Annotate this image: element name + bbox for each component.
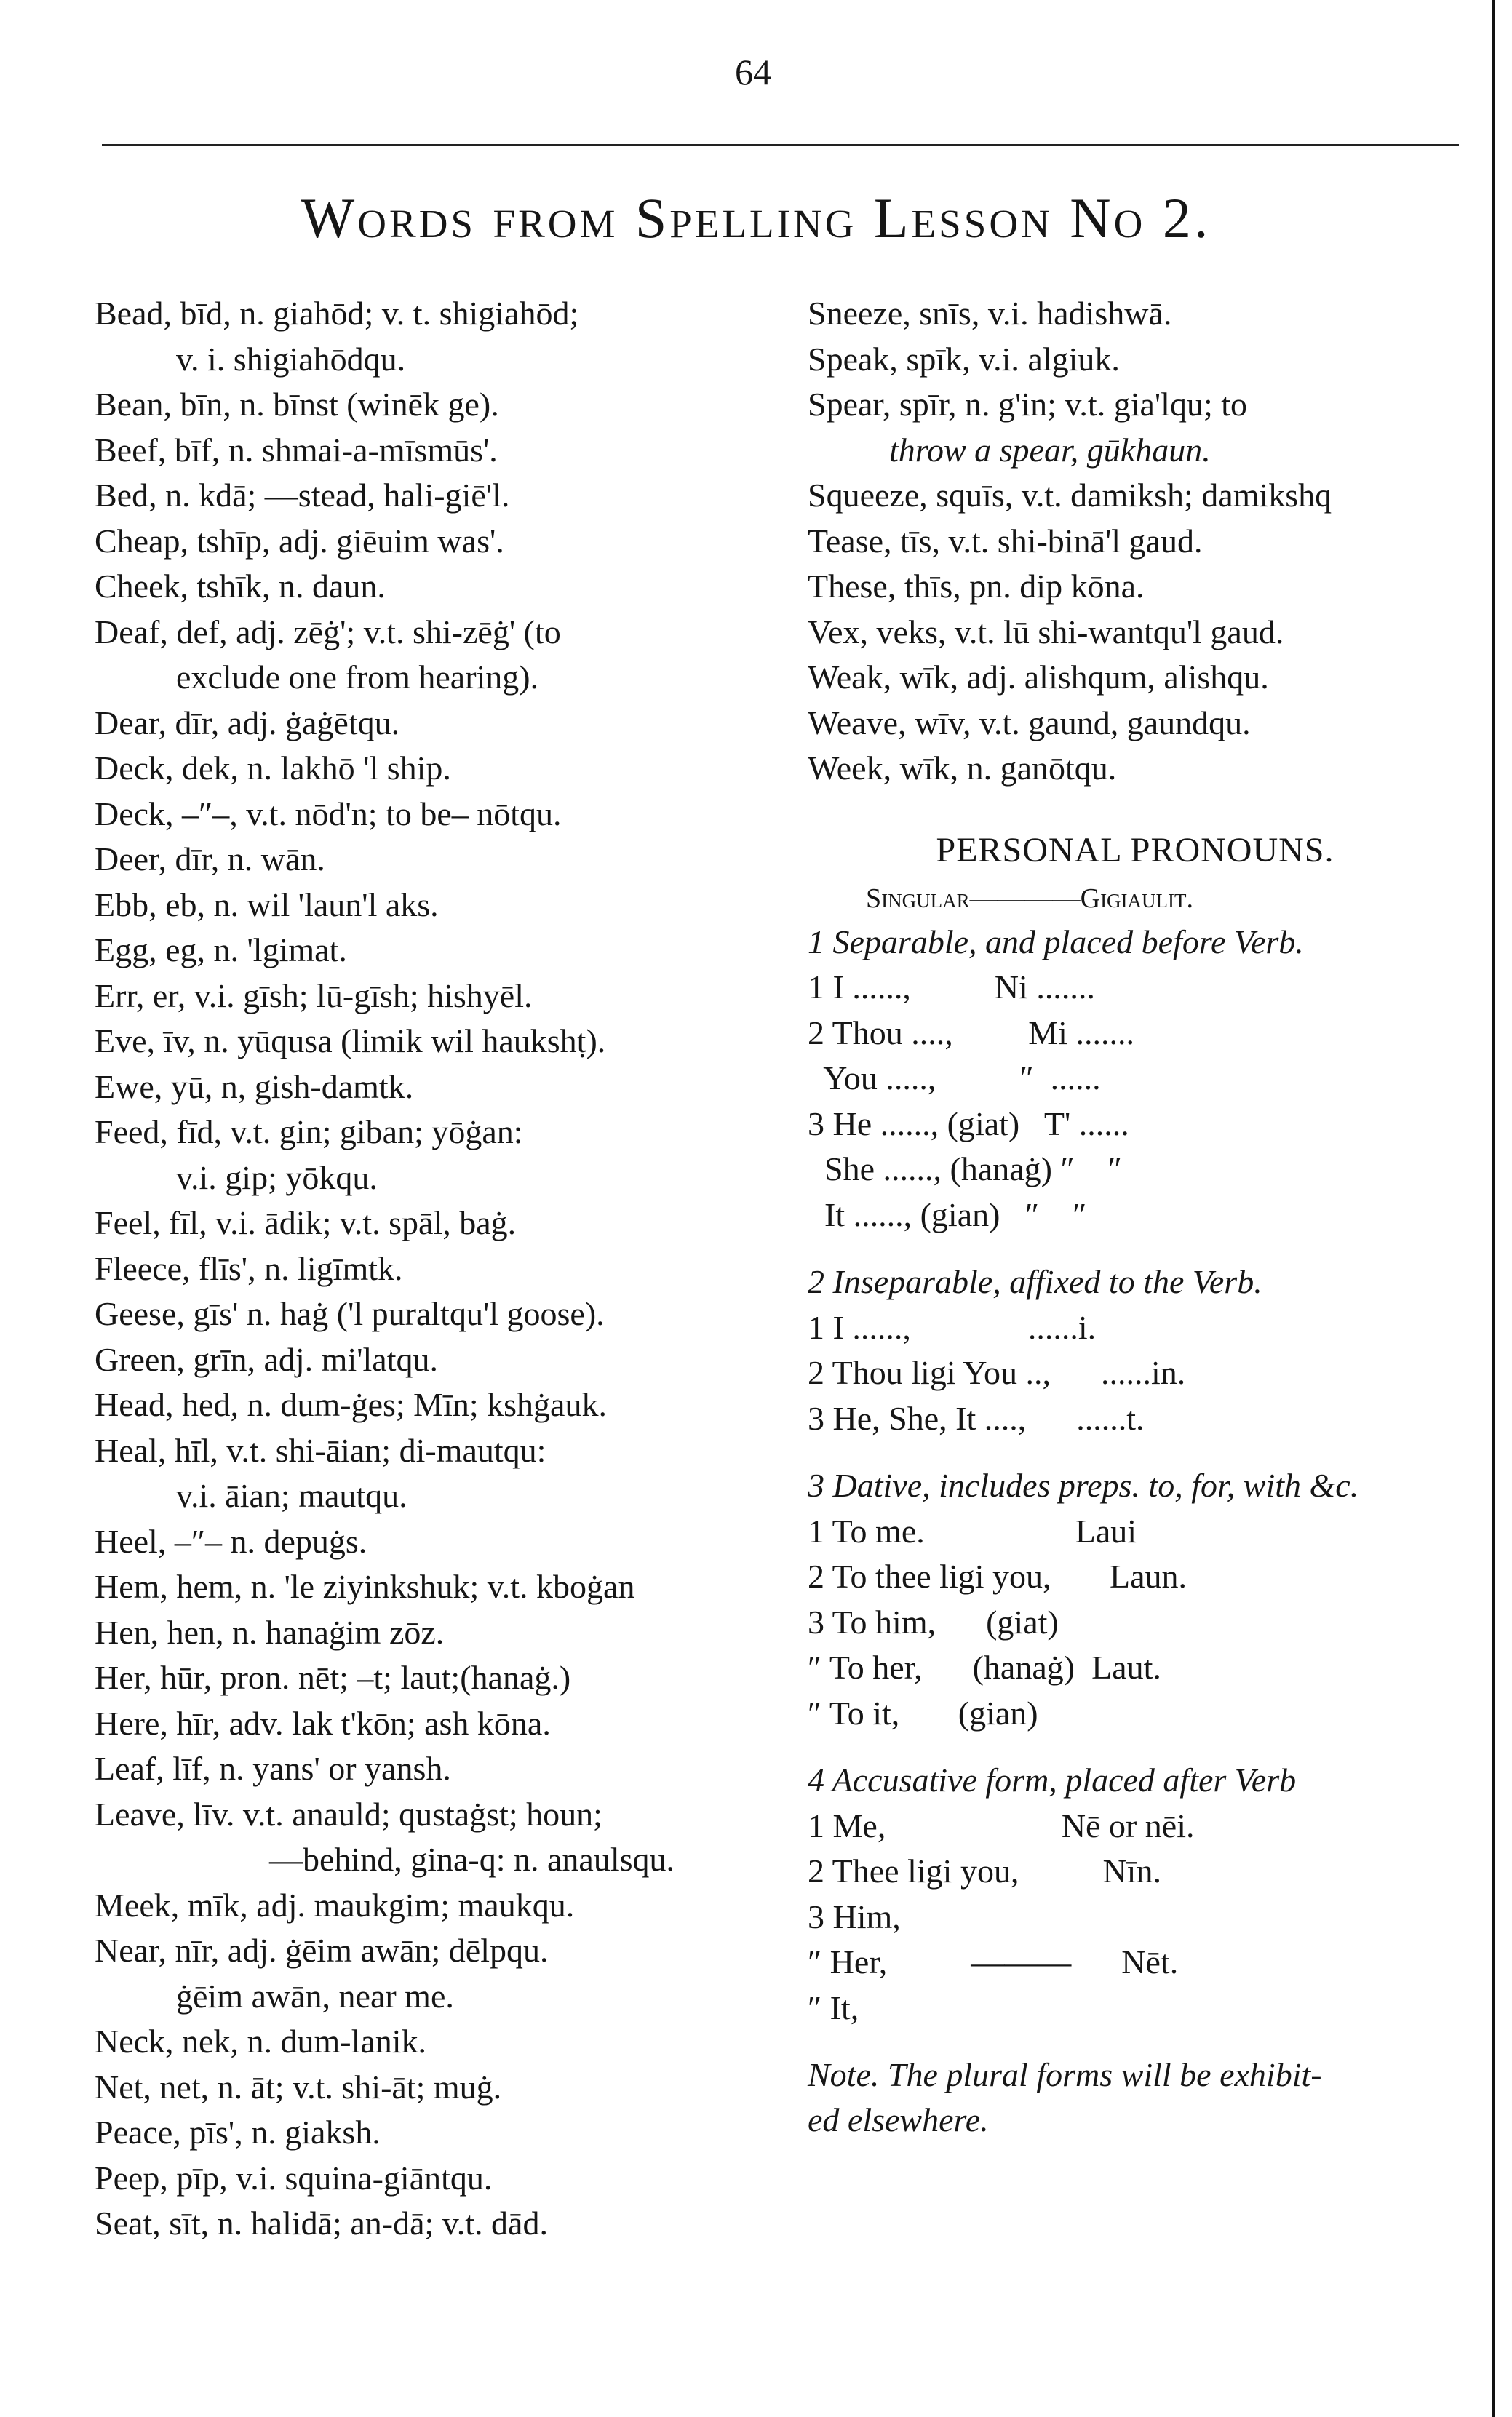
pronoun-row: ″ To her, (hanaġ) Laut. — [808, 1649, 1161, 1686]
pronoun-row: 2 To thee ligi you, Laun. — [808, 1558, 1187, 1595]
entry: Beef, bīf, n. shmai-a-mīsmūs'. — [95, 431, 498, 469]
pronoun-row: 3 Him, — [808, 1898, 901, 1935]
entry: Feel, fīl, v.i. ādik; v.t. spāl, baġ. — [95, 1204, 517, 1241]
left-column — [95, 291, 775, 2247]
section-heading: PERSONAL PRONOUNS. — [936, 830, 1334, 869]
entry: Week, wīk, n. ganōtqu. — [808, 749, 1117, 787]
entry: Hem, hem, n. 'le ziyinkshuk; v.t. kboġan — [95, 1568, 635, 1605]
entry-continuation: exclude one from hearing). — [176, 658, 539, 696]
page-title: Words from Spelling Lesson No 2. — [301, 186, 1211, 250]
entry: Fleece, flīs', n. ligīmtk. — [95, 1249, 403, 1287]
entry: Feed, fīd, v.t. gin; giban; yōġan: — [95, 1113, 523, 1150]
entry: Leaf, līf, n. yans' or yansh. — [95, 1750, 451, 1787]
sub-heading: Singular————Gigiaulit. — [866, 883, 1194, 914]
entry: Peace, pīs', n. giaksh. — [95, 2114, 381, 2151]
entry: Seat, sīt, n. halidā; an-dā; v.t. dād. — [95, 2205, 548, 2242]
pronoun-row: 2 Thee ligi you, Nīn. — [808, 1852, 1161, 1890]
entry-continuation: ġēim awān, near me. — [176, 1977, 454, 2015]
entry: Deck, –″–, v.t. nōd'n; to be– nōtqu. — [95, 795, 562, 832]
entry: Bead, bīd, n. giahōd; v. t. shigiahōd; — [95, 295, 579, 332]
entry-continuation: —behind, gina-q: n. anaulsqu. — [269, 1841, 675, 1878]
entry: Meek, mīk, adj. maukgim; maukqu. — [95, 1886, 575, 1924]
pronoun-row: ″ It, — [808, 1988, 859, 2026]
entry: Head, hed, n. dum-ġes; Mīn; kshġauk. — [95, 1386, 607, 1423]
section-title: 3 Dative, includes preps. to, for, with &c. — [808, 1467, 1359, 1504]
note: Note. The plural forms will be exhibit- — [808, 2056, 1322, 2093]
entry-continuation: v. i. shigiahōdqu. — [176, 340, 406, 378]
entry: Dear, dīr, adj. ġaġētqu. — [95, 704, 400, 741]
section-title: 2 Inseparable, affixed to the Verb. — [808, 1263, 1262, 1300]
pronoun-row: You ....., ″ ...... — [808, 1059, 1101, 1096]
entry: Net, net, n. āt; v.t. shi-āt; muġ. — [95, 2068, 502, 2106]
header-rule — [102, 144, 1459, 146]
entry: Heal, hīl, v.t. shi-āian; di-mautqu: — [95, 1431, 546, 1469]
entry: Tease, tīs, v.t. shi-binā'l gaud. — [808, 522, 1203, 560]
entry: Weave, wīv, v.t. gaund, gaundqu. — [808, 704, 1251, 741]
pronoun-row: 1 To me. Laui — [808, 1512, 1137, 1550]
entry: Ewe, yū, n, gish-damtk. — [95, 1067, 414, 1105]
page-edge-line — [1492, 0, 1495, 2417]
entry: Egg, eg, n. 'lgimat. — [95, 931, 347, 968]
pronoun-row: She ......, (hanaġ) ″ ″ — [808, 1150, 1122, 1187]
pronoun-row: 1 I ......, Ni ....... — [808, 968, 1095, 1006]
pronoun-row: 1 I ......, ......i. — [808, 1308, 1097, 1346]
entry-continuation: v.i. gip; yōkqu. — [176, 1158, 378, 1196]
entry: Leave, līv. v.t. anauld; qustaġst; houn; — [95, 1795, 602, 1833]
pronoun-row: 2 Thou ligi You .., ......in. — [808, 1354, 1186, 1391]
entry: Green, grīn, adj. mi'latqu. — [95, 1340, 438, 1378]
entry: Here, hīr, adv. lak t'kōn; ash kōna. — [95, 1704, 551, 1742]
entry-continuation: throw a spear, gūkhaun. — [889, 431, 1211, 469]
pronoun-row: 3 To him, (giat) — [808, 1603, 1059, 1641]
pronoun-row: 2 Thou ...., Mi ....... — [808, 1014, 1134, 1051]
note-continuation: ed elsewhere. — [808, 2101, 989, 2138]
entry: These, thīs, pn. dip kōna. — [808, 568, 1145, 605]
entry: Err, er, v.i. gīsh; lū-gīsh; hishyēl. — [95, 976, 533, 1014]
pronoun-row: ″ To it, (gian) — [808, 1694, 1038, 1732]
entry: Sneeze, snīs, v.i. hadishwā. — [808, 295, 1172, 332]
entry: Deck, dek, n. lakhō 'l ship. — [95, 749, 451, 787]
entry: Weak, wīk, adj. alishqum, alishqu. — [808, 658, 1269, 696]
entry: Vex, veks, v.t. lū shi-wantqu'l gaud. — [808, 613, 1284, 650]
entry-continuation: v.i. āian; mautqu. — [176, 1477, 407, 1514]
entry: Deer, dīr, n. wān. — [95, 840, 325, 877]
section-title: 4 Accusative form, placed after Verb — [808, 1761, 1297, 1799]
entry: Near, nīr, adj. ġēim awān; dēlpqu. — [95, 1932, 549, 1969]
entry: Bean, bīn, n. bīnst (winēk ge). — [95, 386, 499, 423]
section-title: 1 Separable, and placed before Verb. — [808, 923, 1304, 960]
pronoun-row: 3 He ......, (giat) T' ...... — [808, 1104, 1129, 1142]
entry: Heel, –″– n. depuġs. — [95, 1522, 367, 1560]
entry: Squeeze, squīs, v.t. damiksh; damikshq — [808, 477, 1332, 514]
pronoun-row: It ......, (gian) ″ ″ — [808, 1195, 1087, 1233]
pronoun-row: ″ Her, ——— Nēt. — [808, 1943, 1179, 1980]
entry: Bed, n. kdā; —stead, hali-giē'l. — [95, 477, 510, 514]
entry: Spear, spīr, n. g'in; v.t. gia'lqu; to — [808, 386, 1248, 423]
entry: Hen, hen, n. hanaġim zōz. — [95, 1613, 445, 1651]
entry: Her, hūr, pron. nēt; –t; laut;(hanaġ.) — [95, 1659, 571, 1696]
entry: Eve, īv, n. yūqusa (limik wil haukshṭ). — [95, 1022, 606, 1059]
entry: Speak, spīk, v.i. algiuk. — [808, 340, 1120, 378]
entry: Ebb, eb, n. wil 'laun'l aks. — [95, 885, 439, 923]
entry: Geese, gīs' n. haġ ('l puraltqu'l goose). — [95, 1295, 605, 1332]
pronoun-row: 1 Me, Nē or nēi. — [808, 1807, 1195, 1844]
entry: Neck, nek, n. dum-lanik. — [95, 2023, 427, 2060]
entry: Deaf, def, adj. zēġ'; v.t. shi-zēġ' (to — [95, 613, 561, 650]
entry: Cheek, tshīk, n. daun. — [95, 568, 386, 605]
pronoun-row: 3 He, She, It ...., ......t. — [808, 1399, 1145, 1437]
right-column — [808, 291, 1463, 2143]
page-number: 64 — [735, 52, 771, 92]
entry: Cheap, tshīp, adj. giēuim was'. — [95, 522, 504, 560]
entry: Peep, pīp, v.i. squina-giāntqu. — [95, 2159, 493, 2197]
